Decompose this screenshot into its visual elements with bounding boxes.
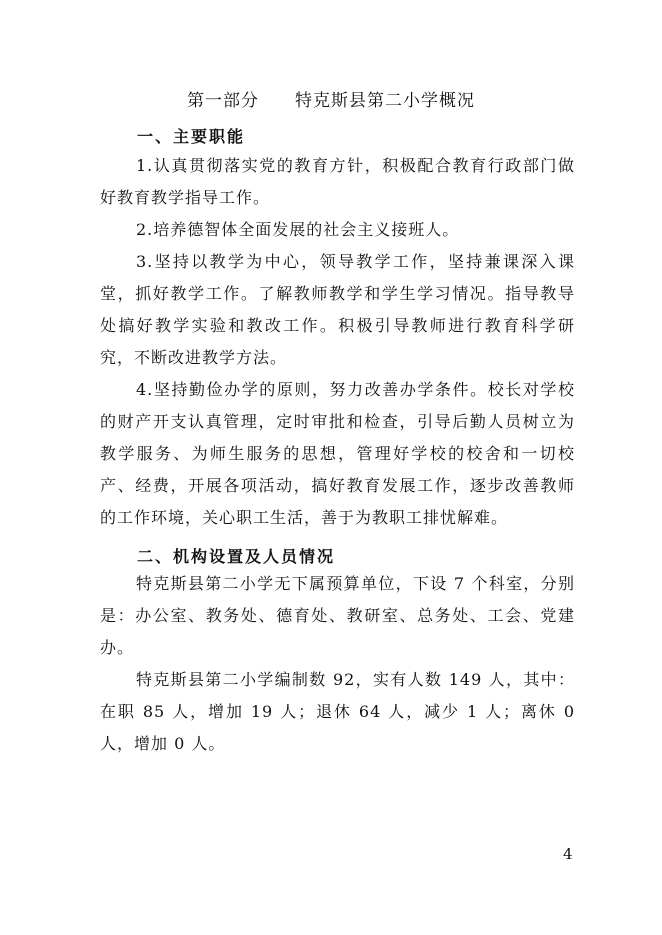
paragraph-staff: 特克斯县第二小学编制数 92，实有人数 149 人，其中：在职 85 人，增加 19 人；退休 64 人，减少 1 人；离休 0 人，增加 0 人。	[100, 670, 575, 753]
paragraph-function-3: 3.坚持以教学为中心，领导教学工作，坚持兼课深入课堂，抓好教学工作。了解教师教学和学生学习情况。指导教导处搞好教学实验和教改工作。积极引导教师进行教育科学研究，不断改进教学方法。	[100, 252, 575, 367]
page-number: 4	[563, 845, 573, 863]
section-heading-organization-staff: 二、机构设置及人员情况	[137, 547, 336, 566]
paragraph-organization: 特克斯县第二小学无下属预算单位，下设 7 个科室，分别是：办公室、教务处、德育处、教研室、总务处、工会、党建办。	[100, 574, 575, 657]
paragraph-function-4: 4.坚持勤俭办学的原则，努力改善办学条件。校长对学校的财产开支认真管理，定时审批和检查，引导后勤人员树立为教学服务、为师生服务的思想，管理好学校的校舍和一切校产、经费，开展各项活动，搞好教育发展工作，逐步改善教师的工作环境，关心职工生活，善于为教职工排忧解难。	[100, 380, 575, 527]
paragraph-function-2: 2.培养德智体全面发展的社会主义接班人。	[136, 220, 460, 239]
paragraph-function-1: 1.认真贯彻落实党的教育方针，积极配合教育行政部门做好教育教学指导工作。	[100, 156, 575, 207]
page-title: 第一部分 特克斯县第二小学概况	[187, 91, 475, 111]
section-heading-main-functions: 一、主要职能	[137, 127, 246, 146]
